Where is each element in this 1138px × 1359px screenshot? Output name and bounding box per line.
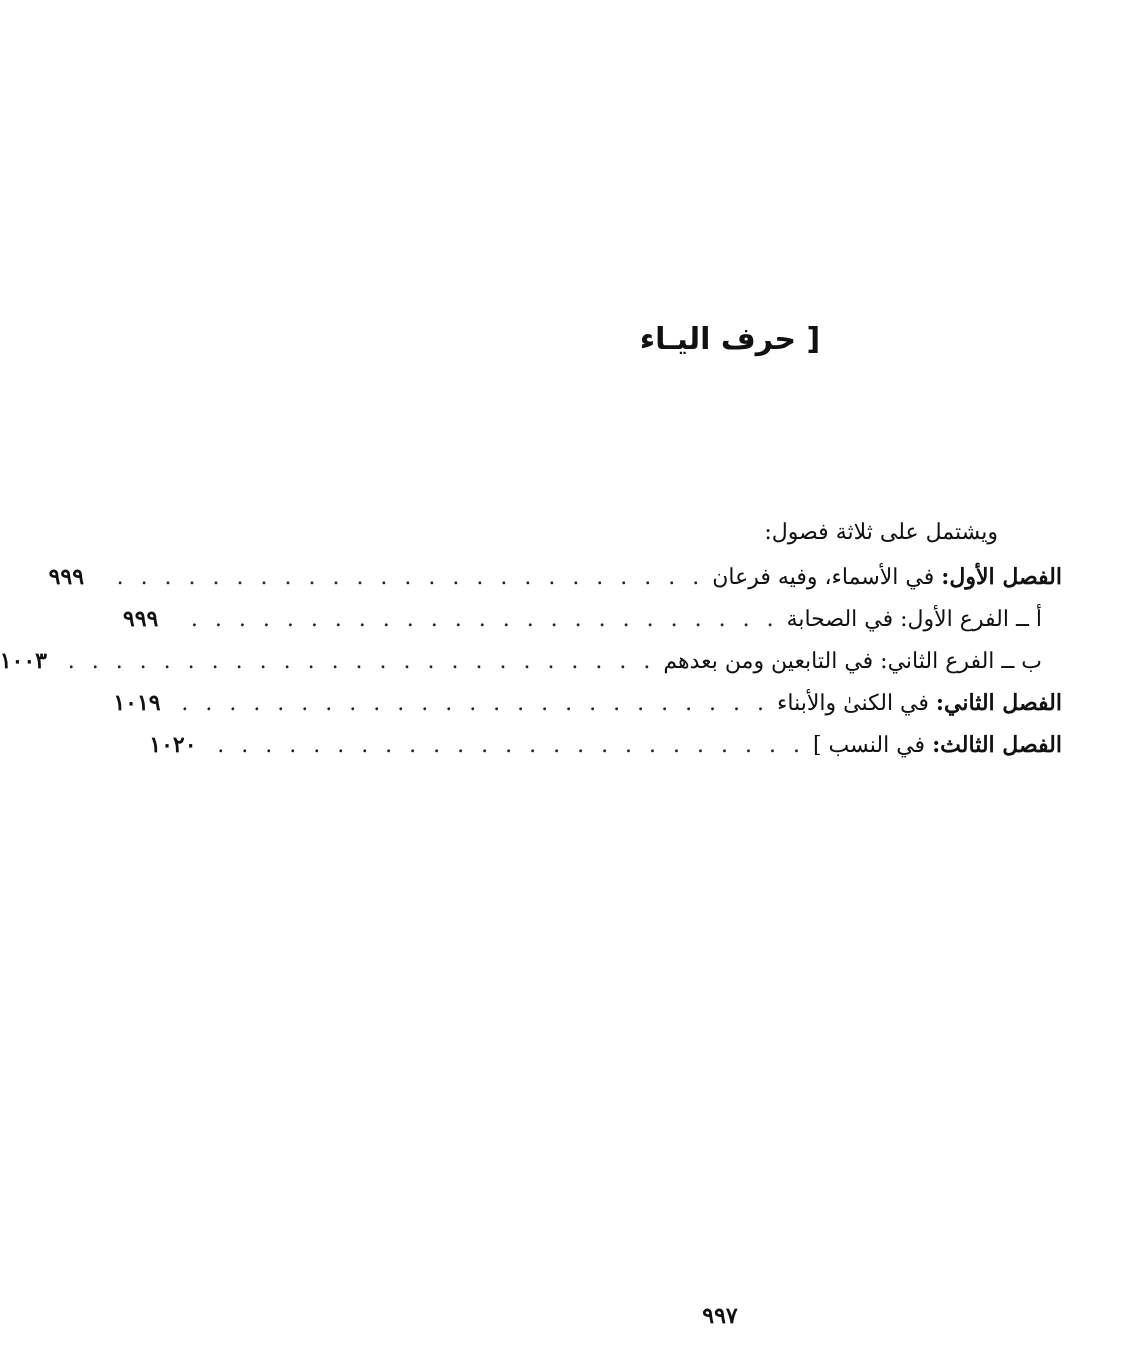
toc-entry-text: ب ــ الفرع الثاني: في التابعين ومن بعدهم [663,649,1042,674]
toc-row-chapter-1 [48,556,1062,598]
page-number: ٩٩٧ [702,1303,738,1329]
toc-row-chapter-3 [149,724,1062,766]
toc-leader-dots: . . . . . . . . . . . . . . . . . . . . . . . . . [217,733,805,758]
toc-entry-text: في الأسماء، وفيه فرعان [712,565,942,590]
toc-page-number: ١٠٠٣ [0,648,47,674]
toc-chapter-heading: الفصل الأول: [941,564,1062,590]
toc-row-chapter-2 [113,682,1062,724]
toc-label [813,724,1062,767]
toc-label [777,682,1062,725]
toc-row-branch-2 [0,640,1062,682]
toc-page-number: ١٠٢٠ [149,732,197,758]
toc-chapter-heading: الفصل الثاني: [935,690,1062,716]
intro-text: ويشتمل على ثلاثة فصول: [764,520,998,545]
toc-page-number: ١٠١٩ [113,690,161,716]
toc-page-number: ٩٩٩ [48,564,85,590]
toc-leader-dots: . . . . . . . . . . . . . . . . . . . . . . . . . [190,607,779,632]
toc-chapter-heading: الفصل الثالث: [932,732,1062,758]
toc-label [712,556,1062,599]
toc-entry-text: أ ــ الفرع الأول: في الصحابة [786,607,1042,632]
toc-entry-text: في النسب ] [812,733,933,758]
toc-leader-dots: . . . . . . . . . . . . . . . . . . . . . . . . . [181,691,770,716]
toc-row-branch-1 [122,598,1062,640]
toc-page-number: ٩٩٩ [122,606,159,632]
toc-leader-dots: . . . . . . . . . . . . . . . . . . . . . . . . . [116,565,705,590]
toc-label [663,640,1042,683]
toc-entry-text: في الكنىٰ والأبناء [777,691,936,716]
toc-label [787,598,1042,641]
toc-leader-dots: . . . . . . . . . . . . . . . . . . . . . . . . . [67,649,656,674]
page-title: [ حرف اليـاء [639,322,821,357]
table-of-contents [0,556,1062,766]
